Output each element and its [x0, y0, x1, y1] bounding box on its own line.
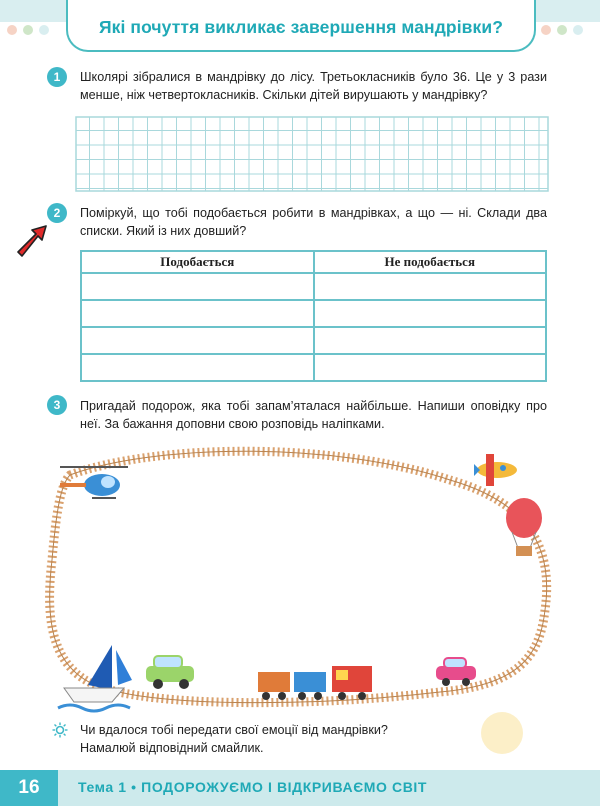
answer-grid[interactable]: [75, 116, 549, 192]
task-1-text: Школярі зібралися в мандрівку до лісу. Третьокласників було 36. Це у 3 рази менше, ніж четвертокласників. Скільки дітей вирушають у мандрівку?: [80, 70, 547, 102]
likes-cell[interactable]: [81, 273, 314, 300]
pointer-arrow-icon: [14, 222, 50, 258]
likes-cell[interactable]: [81, 300, 314, 327]
footer-topic: Тема 1 • ПОДОРОЖУЄМО І ВІДКРИВАЄМО СВІТ: [78, 779, 428, 795]
pink-car-icon: [436, 658, 476, 686]
airplane-icon: [474, 454, 517, 486]
smiley-task-line-2: Намалюй відповідний смайлик.: [80, 741, 264, 755]
likes-dislikes-table: [80, 250, 547, 382]
likes-column-header: Подобається: [81, 251, 314, 273]
dislikes-cell[interactable]: [314, 273, 547, 300]
task-2-text: Поміркуй, що тобі подобається робити в мандрівках, а що — ні. Склади два списки. Який із них довший?: [80, 206, 547, 238]
likes-cell[interactable]: [81, 327, 314, 354]
dislikes-column-header: Не подобається: [314, 251, 547, 273]
dislikes-cell[interactable]: [314, 327, 547, 354]
likes-cell[interactable]: [81, 354, 314, 381]
page-number: 16: [0, 770, 58, 806]
decorative-dots-left: [6, 22, 66, 38]
page-title: Які почуття викликає завершення мандрівки?: [98, 17, 504, 37]
sailboat-icon: [58, 645, 132, 711]
task-3-number: 3: [47, 395, 67, 415]
dislikes-cell[interactable]: [314, 300, 547, 327]
sun-bullet-icon: [52, 722, 68, 738]
train-icon: [258, 666, 372, 700]
decorative-dots-right: [536, 22, 596, 38]
task-2-number: 2: [47, 203, 67, 223]
railway-track-frame[interactable]: [0, 440, 600, 715]
task-1-number: 1: [47, 67, 67, 87]
car-icon: [146, 656, 194, 689]
smiley-drawing-area[interactable]: [481, 712, 523, 754]
task-3-text: Пригадай подорож, яка тобі запам’яталася найбільше. Напиши оповідку про неї. За бажання доповни свою розповідь наліпками.: [80, 399, 547, 431]
smiley-task-line-1: Чи вдалося тобі передати свої емоції від мандрівки?: [80, 723, 388, 737]
dislikes-cell[interactable]: [314, 354, 547, 381]
title-box: [66, 0, 536, 52]
